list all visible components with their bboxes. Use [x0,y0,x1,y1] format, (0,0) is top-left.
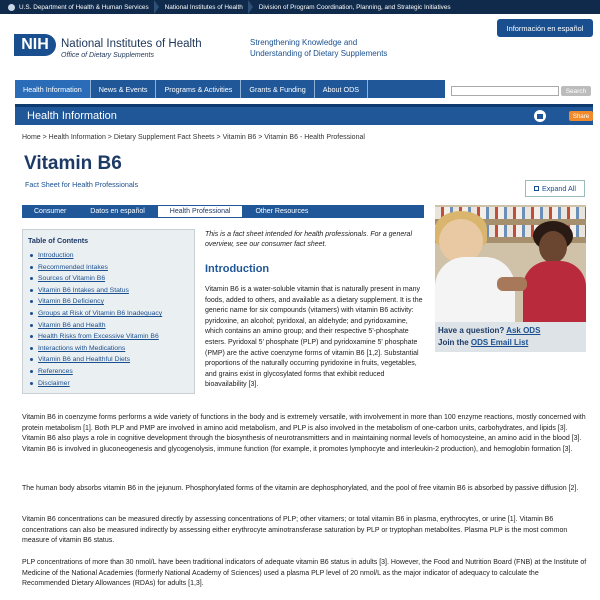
dpcpsi-link[interactable] [251,0,459,14]
ask-ods-link[interactable]: Ask ODS [506,326,541,335]
toc-item[interactable] [28,285,189,297]
toc-title: Table of Contents [28,236,89,245]
nav-programs-activities[interactable]: Programs & Activities [156,80,241,98]
hhs-link[interactable] [0,0,157,14]
intro-paragraph-1: Vitamin B6 is a water-soluble vitamin that is naturally present in many foods, added to others, and available as a dietary supplement. It is the generic name for six compounds (vitamers) with vitamin B6 activity: pyridoxine, an alcohol; pyridoxal, an aldehyde; and pyridoxamine, which contains an amino group; and their respective 5'-phosphate esters. Pyridoxal 5' phosphate (PLP) and pyridoxamine 5' phosphate (PMP) are the active coenzyme forms of vitamin B6 [1,2]. Substantial proportions of the naturally occurring pyridoxine in fruits, vegetables, and grains exist in glycosylated forms that exhibit reduced bioavailability [3]. [205,286,423,389]
toc-link[interactable]: Recommended Intakes [38,263,108,271]
toc-link[interactable]: Vitamin B6 Intakes and Status [38,286,129,294]
share-button[interactable]: Share [569,111,593,121]
nav-grants-funding[interactable]: Grants & Funding [241,80,314,98]
nih-logo[interactable]: NIH [14,34,56,56]
toc-link[interactable]: Vitamin B6 Deficiency [38,298,104,306]
org-name[interactable]: National Institutes of Health [61,38,202,50]
fact-sheet-tabs [22,205,424,218]
tagline-line-1: Strengthening Knowledge and [250,38,358,47]
page-subtitle: Fact Sheet for Health Professionals [25,180,139,189]
expand-icon [534,186,539,191]
question-prefix: Have a question? [438,326,505,335]
question-line [438,325,583,337]
nav-about-ods[interactable]: About ODS [315,80,368,98]
toc-item[interactable] [28,296,189,308]
page-title: Vitamin B6 [24,153,122,174]
hhs-top-bar [0,0,600,14]
customer-shirt [523,261,586,322]
section-bar [15,104,593,125]
espanol-button[interactable]: Información en español [497,19,593,37]
toc-item[interactable] [28,343,189,355]
tab-other-resources[interactable]: Other Resources [255,208,309,215]
print-icon[interactable] [534,110,546,122]
nav-health-information[interactable]: Health Information [15,80,91,98]
ask-ods-box [435,322,586,352]
hhs-link-label: U.S. Department of Health & Human Services [19,3,149,11]
toc-link[interactable]: Interactions with Medications [38,344,126,352]
printer-shape [537,114,543,119]
expand-all-button[interactable] [525,180,585,197]
main-nav [15,80,445,98]
email-list-link[interactable]: ODS Email List [470,338,529,347]
join-prefix: Join the [438,338,469,347]
toc-link[interactable]: Vitamin B6 and Health [38,321,106,329]
toc-item[interactable] [28,331,189,343]
tab-health-professional[interactable]: Health Professional [157,205,244,218]
search-button[interactable]: Search [561,86,591,96]
tagline-line-2: Understanding of Dietary Supplements [250,49,388,58]
nih-link-label: National Institutes of Health [164,3,243,11]
toc-link[interactable]: Health Risks from Excessive Vitamin B6 [38,333,159,341]
tab-consumer[interactable]: Consumer [34,208,67,215]
toc-item[interactable] [28,308,189,320]
intro-heading: Introduction [205,263,270,275]
toc-item[interactable] [28,320,189,332]
intro-paragraph-3: The human body absorbs vitamin B6 in the jejunum. Phosphorylated forms of the vitamin are dephosphorylated, and the pool of free vitamin B6 is absorbed by passive diffusion [2]. [22,485,579,492]
nav-news-events[interactable]: News & Events [91,80,157,98]
toc-item[interactable] [28,273,189,285]
toc-item[interactable] [28,366,189,378]
hands [497,277,527,291]
toc-link[interactable]: Sources of Vitamin B6 [38,275,106,283]
toc-item[interactable] [28,250,189,262]
intro-note: This is a fact sheet intended for health professionals. For a general overview, see our consumer fact sheet. [205,231,413,248]
hhs-eagle-icon [8,4,15,11]
tab-datos-espanol[interactable]: Datos en español [90,208,145,215]
toc-link[interactable]: Disclaimer [38,379,70,387]
office-name[interactable]: Office of Dietary Supplements [61,52,154,59]
expand-all-label: Expand All [542,184,576,193]
toc-link[interactable]: Vitamin B6 and Healthful Diets [38,356,131,364]
toc-link[interactable]: References [38,367,73,375]
dpcpsi-link-label: Division of Program Coordination, Planning, and Strategic Initiatives [258,3,451,11]
table-of-contents [22,229,195,394]
toc-link[interactable]: Groups at Risk of Vitamin B6 Inadequacy [38,309,163,317]
section-title: Health Information [27,110,117,122]
intro-paragraph-2: Vitamin B6 in coenzyme forms performs a wide variety of functions in the body and is extremely versatile, with involvement in more than 100 enzyme reactions, mostly concerned with protein metabolism [1]. Both PLP and PMP are involved in amino acid metabolism, and PLP is also involved in the metabolism of one-carbon units, carbohydrates, and lipids [3]. Vitamin B6 also plays a role in cognitive development through the biosynthesis of neurotransmitters and in maintaining normal levels of homocysteine, an amino acid in the blood [3]. Vitamin B6 is involved in gluconeogenesis and glycogenolysis, immune function (for example, it promotes lymphocyte and interleukin-2 production), and hemoglobin formation [3]. [22,414,586,453]
intro-paragraph-5: PLP concentrations of more than 30 nmol/L have been traditional indicators of adequate vitamin B6 status in adults [3]. However, the Food and Nutrition Board (FNB) at the Institute of Medicine of the National Academies (formerly National Academy of Sciences) used a plasma PLP level of 20 nmol/L as the major indicator of adequacy to calculate the Recommended Dietary Allowances (RDAs) for adults [1,3]. [22,559,587,588]
toc-list [28,250,189,389]
toc-item[interactable] [28,378,189,390]
nih-link[interactable] [157,0,251,14]
toc-item[interactable] [28,262,189,274]
join-line [438,337,583,349]
search-input[interactable] [451,86,559,96]
site-tagline [250,37,450,59]
breadcrumb[interactable]: Home > Health Information > Dietary Supplement Fact Sheets > Vitamin B6 > Vitamin B6 - Health Professional [22,134,365,141]
toc-link[interactable]: Introduction [38,252,74,259]
customer-face [539,231,567,263]
intro-paragraph-4: Vitamin B6 concentrations can be measured directly by assessing concentrations of PLP; other vitamers; or total vitamin B6 in plasma, erythrocytes, or urine [1]. Vitamin B6 concentrations can also be measured indirectly by assessing either erythrocyte aminotransferase saturation by PLP or tryptophan metabolites. Plasma PLP is the most common measure of vitamin B6 status. [22,516,568,545]
pharmacist-photo [435,205,586,322]
toc-item[interactable] [28,354,189,366]
